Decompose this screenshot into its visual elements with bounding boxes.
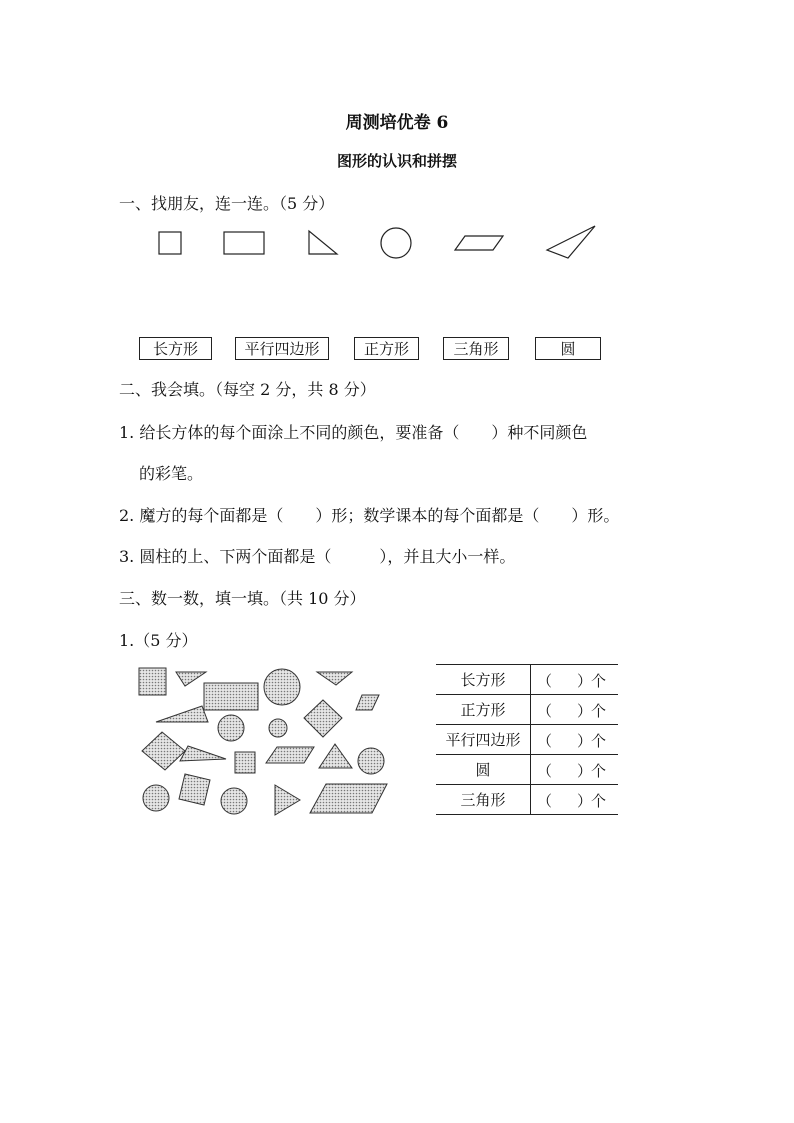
table-row (436, 785, 618, 815)
triangle-icon (547, 226, 595, 258)
triangle-shape (319, 744, 352, 768)
shapes-figure (130, 660, 400, 820)
circle-icon (381, 228, 411, 258)
right-triangle-icon (309, 231, 337, 254)
label-box-triangle: 三角形 (443, 337, 509, 360)
table-row (436, 695, 618, 725)
label-box-circle: 圆 (535, 337, 601, 360)
square-shape (304, 700, 342, 737)
row-name: 长方形 (436, 665, 531, 695)
label-box-parallelogram: 平行四边形 (235, 337, 329, 360)
section3-heading: 三、数一数，填一填。（共 10 分） (119, 589, 366, 608)
square-icon (159, 232, 181, 254)
circle-shape (218, 715, 244, 741)
rectangle-shape (204, 683, 258, 710)
circle-shape (269, 719, 287, 737)
rectangle-icon (224, 232, 264, 254)
circle-shape (264, 669, 300, 705)
answer-blank[interactable]: （ ） 个 (531, 665, 619, 695)
parallelogram-shape (266, 747, 314, 763)
table-row (436, 725, 618, 755)
square-shape (139, 668, 166, 695)
count-table (436, 664, 618, 815)
question-2-3: 3. 圆柱的上、下两个面都是（ ），并且大小一样。 (119, 547, 516, 566)
question-2-2: 2. 魔方的每个面都是（ ）形；数学课本的每个面都是（ ）形。 (119, 506, 620, 525)
triangle-shape (156, 706, 208, 722)
row-name: 圆 (436, 755, 531, 785)
parallelogram-icon (455, 236, 503, 250)
table-row (436, 665, 618, 695)
triangle-shape (275, 785, 300, 815)
question-2-1-line2: 的彩笔。 (139, 464, 204, 483)
section1-shapes (0, 215, 794, 265)
circle-shape (358, 748, 384, 774)
table-row (436, 755, 618, 785)
page-title: 周测培优卷 6 (345, 113, 449, 133)
section1-heading: 一、找朋友，连一连。（5 分） (119, 194, 335, 213)
answer-blank[interactable]: （ ） 个 (531, 695, 619, 725)
label-box-square: 正方形 (354, 337, 419, 360)
triangle-shape (317, 672, 352, 685)
square-shape (235, 752, 255, 773)
label-box-rectangle: 长方形 (139, 337, 212, 360)
row-name: 三角形 (436, 785, 531, 815)
row-name: 平行四边形 (436, 725, 531, 755)
question-2-1-line1: 1. 给长方体的每个面涂上不同的颜色，要准备（ ）种不同颜色 (119, 423, 588, 442)
answer-blank[interactable]: （ ） 个 (531, 725, 619, 755)
circle-shape (221, 788, 247, 814)
page-subtitle: 图形的认识和拼摆 (336, 152, 457, 170)
answer-blank[interactable]: （ ） 个 (531, 785, 619, 815)
question-3-1-label: 1.（5 分） (119, 631, 198, 650)
parallelogram-shape (356, 695, 379, 710)
row-name: 正方形 (436, 695, 531, 725)
square-shape (179, 774, 210, 805)
triangle-shape (180, 746, 226, 761)
square-shape (142, 732, 185, 770)
section2-heading: 二、我会填。（每空 2 分，共 8 分） (119, 380, 376, 399)
triangle-shape (176, 672, 206, 686)
answer-blank[interactable]: （ ） 个 (531, 755, 619, 785)
parallelogram-shape (310, 784, 387, 813)
circle-shape (143, 785, 169, 811)
